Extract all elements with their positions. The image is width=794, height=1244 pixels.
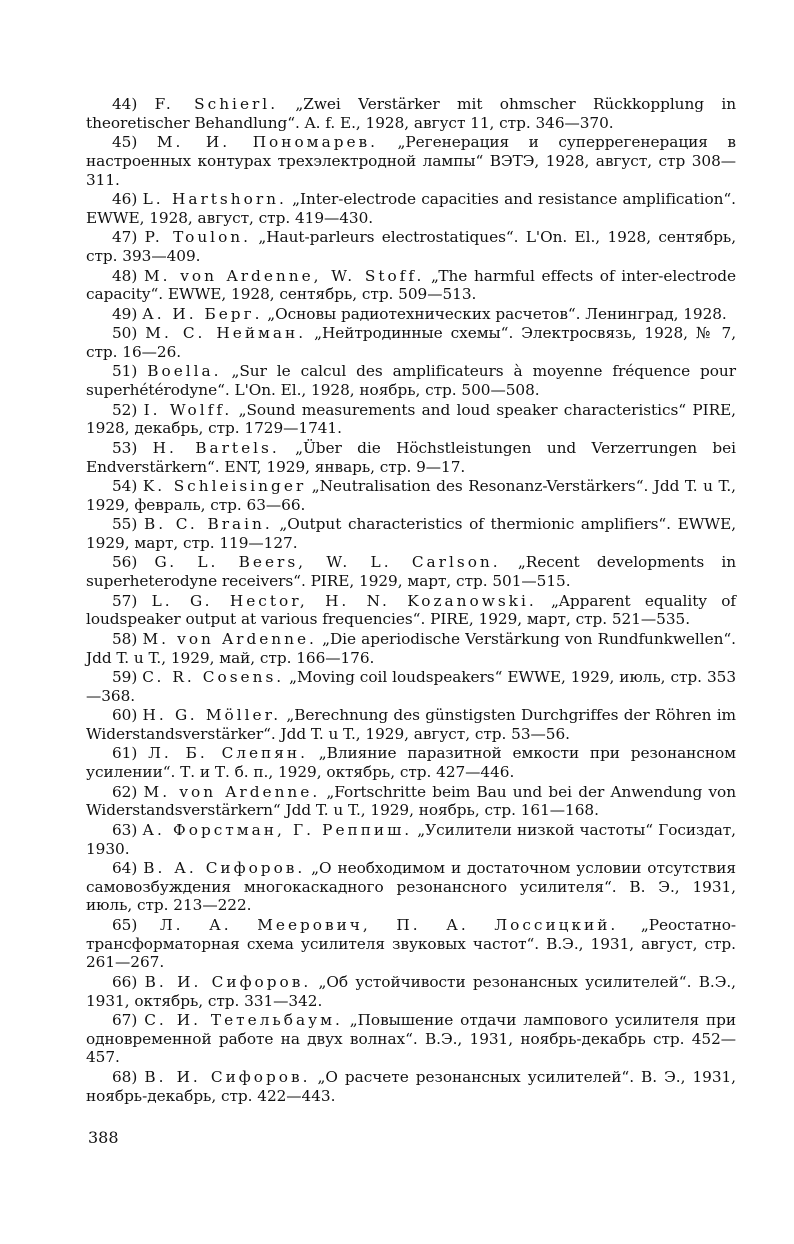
reference-entry <box>86 916 736 972</box>
reference-text: „Sur le calcul des amplificateurs à moyenne fréquence pour superhétérodyne“. L'On. El., 1928, ноябрь, стр. 500—508. <box>86 362 736 400</box>
reference-number: 51) <box>112 362 138 381</box>
reference-author: М. С. Нейман. <box>145 324 307 343</box>
reference-entry <box>86 439 736 476</box>
reference-text: „Über die Höchstleistungen und Verzerrungen bei Endverstärkern“. ENT, 1929, январь, стр. 9—17. <box>86 438 736 476</box>
reference-number: 54) <box>112 477 138 496</box>
reference-author: G. L. Beers, W. L. Carlson. <box>154 553 501 572</box>
reference-text: „Нейтродинные схемы“. Электросвязь, 1928, № 7, стр. 16—26. <box>86 324 737 361</box>
reference-entry <box>86 553 736 590</box>
reference-number: 49) <box>112 304 138 323</box>
reference-number: 46) <box>112 190 138 209</box>
reference-number: 66) <box>112 972 138 991</box>
reference-entry <box>86 190 736 227</box>
reference-entry <box>86 744 736 781</box>
reference-entry <box>86 305 736 324</box>
reference-number: 53) <box>112 438 138 457</box>
reference-entry <box>86 859 736 915</box>
reference-text: „Влияние паразитной емкости при резонансном усилении“. Т. и Т. б. п., 1929, октябрь, стр. 427—446. <box>86 744 737 782</box>
reference-number: 56) <box>112 553 138 572</box>
reference-entry <box>86 401 736 438</box>
reference-entry <box>86 973 736 1010</box>
reference-author: K. Schleisinger <box>142 477 307 496</box>
reference-number: 61) <box>112 744 138 763</box>
reference-number: 60) <box>112 706 138 725</box>
reference-entry <box>86 630 736 667</box>
reference-text: „Об устойчивости резонансных усилителей“. В.Э., 1931, октябрь, стр. 331—342. <box>86 972 736 1010</box>
reference-entry <box>86 706 736 743</box>
reference-text: „Sound measurements and loud speaker characteristics“ PIRE, 1928, декабрь, стр. 1729—1741. <box>86 400 736 438</box>
reference-author: Л. А. Меерович, П. А. Лоссицкий. <box>159 915 619 934</box>
reference-number: 59) <box>112 668 138 687</box>
reference-text: „Output characteristics of thermionic amplifiers“. EWWE, 1929, март, стр. 119—127. <box>86 515 737 552</box>
reference-text: „Inter-electrode capacities and resistance amplification“. EWWE, 1928, август, стр. 419—430. <box>86 190 736 227</box>
reference-text: „Zwei Verstärker mit ohmscher Rückkopplung in theoretischer Behandlung“. A. f. E., 1928, август 11, стр. 346—370. <box>86 95 737 132</box>
reference-author: B. C. Brain. <box>143 515 273 534</box>
reference-author: L. Hartshorn. <box>142 190 287 209</box>
reference-text: „Moving coil loudspeakers“ EWWE, 1929, июль, стр. 353—368. <box>86 668 737 705</box>
reference-author: C. R. Cosens. <box>142 668 285 687</box>
reference-entry <box>86 1068 736 1105</box>
reference-entry <box>86 362 736 399</box>
bibliography-list <box>86 95 736 1106</box>
reference-entry <box>86 783 736 820</box>
reference-number: 63) <box>112 820 138 839</box>
reference-author: P. Toulon. <box>144 228 252 247</box>
reference-number: 45) <box>112 133 138 152</box>
reference-text: „Neutralisation des Resonanz-Verstärkers“. Jdd T. u T., 1929, февраль, стр. 63—66. <box>86 477 736 514</box>
reference-number: 65) <box>112 915 138 934</box>
reference-author: I. Wolff. <box>143 400 233 419</box>
reference-number: 67) <box>112 1011 138 1030</box>
reference-text: „О необходимом и достаточном условии отсутствия самовозбуждения многокаскадного резонансного усилителя“. В. Э., 1931, июль, стр. 213—222. <box>86 859 736 915</box>
reference-author: H. G. Möller. <box>142 706 282 725</box>
reference-entry <box>86 133 736 189</box>
reference-text: „Основы радиотехнических расчетов“. Ленинград, 1928. <box>262 304 727 323</box>
reference-number: 62) <box>112 782 138 801</box>
reference-entry <box>86 324 736 361</box>
reference-author: М. И. Пономарев. <box>156 133 379 152</box>
reference-author: В. И. Сифоров. <box>144 972 312 991</box>
reference-author: L. G. Hector, H. N. Kozanowski. <box>151 591 537 610</box>
reference-entry <box>86 668 736 705</box>
reference-number: 64) <box>112 859 138 878</box>
reference-text: „Recent developments in superheterodyne receivers“. PIRE, 1929, март, стр. 501—515. <box>86 553 736 591</box>
reference-author: В. И. Сифоров. <box>144 1067 311 1086</box>
reference-text: „Berechnung des günstigsten Durchgriffes der Röhren im Widerstandsverstärker“. Jdd T. u T., 1929, август, стр. 53—56. <box>86 706 736 743</box>
reference-number: 58) <box>112 629 138 648</box>
reference-author: H. Bartels. <box>152 438 280 457</box>
reference-author: M. von Ardenne, W. Stoff. <box>143 266 425 285</box>
reference-author: M. von Ardenne. <box>142 629 317 648</box>
reference-entry <box>86 515 736 552</box>
reference-author: С. И. Тетельбаум. <box>144 1011 343 1030</box>
reference-text: „Fortschritte beim Bau und bei der Anwendung von Widerstandsverstärkern“ Jdd T. u T., 1929, ноябрь, стр. 161—168. <box>86 782 737 820</box>
reference-text: „Регенерация и суперрегенерация в настроенных контурах трехэлектродной лампы“ ВЭТЭ, 1928, август, стр 308—311. <box>86 133 736 189</box>
page-number: 388 <box>88 1128 119 1147</box>
reference-entry <box>86 477 736 514</box>
reference-number: 44) <box>112 95 138 113</box>
reference-entry <box>86 267 736 304</box>
reference-author: А. Форстман, Г. Реппиш. <box>142 820 413 839</box>
reference-text: „О расчете резонансных усилителей“. В. Э., 1931, ноябрь-декабрь, стр. 422—443. <box>86 1067 736 1105</box>
reference-entry <box>86 592 736 629</box>
reference-number: 55) <box>112 515 138 534</box>
reference-number: 52) <box>112 400 138 419</box>
reference-entry <box>86 1011 736 1067</box>
reference-author: F. Schierl. <box>154 95 279 113</box>
reference-text: „Apparent equality of loudspeaker output at various frequencies“. PIRE, 1929, март, стр. 521—535. <box>86 591 736 629</box>
reference-text: „Повышение отдачи лампового усилителя при одновременной работе на двух волнах“. В.Э., 1931, ноябрь-декабрь стр. 452—457. <box>86 1011 737 1067</box>
reference-text: „Усилители низкой частоты“ Госиздат, 1930. <box>86 820 736 858</box>
reference-number: 48) <box>112 266 138 285</box>
reference-text: „The harmful effects of inter-electrode capacity“. EWWE, 1928, сентябрь, стр. 509—513. <box>86 266 737 304</box>
reference-author: Л. Б. Слепян. <box>148 744 308 763</box>
reference-entry <box>86 821 736 858</box>
reference-text: „Haut-parleurs electrostatiques“. L'On. El., 1928, сентябрь, стр. 393—409. <box>86 228 737 266</box>
reference-author: M. von Ardenne. <box>143 782 321 801</box>
reference-number: 50) <box>112 324 138 343</box>
reference-number: 47) <box>112 228 138 247</box>
reference-author: Boella. <box>147 362 222 381</box>
reference-text: „Die aperiodische Verstärkung von Rundfunkwellen“. Jdd T. u T., 1929, май, стр. 166—176. <box>86 629 736 667</box>
reference-author: А. И. Берг. <box>142 304 263 323</box>
reference-entry <box>86 228 736 265</box>
reference-number: 68) <box>112 1067 138 1086</box>
reference-entry <box>86 95 736 132</box>
reference-author: В. А. Сифоров. <box>143 859 306 878</box>
reference-text: „Реостатно-трансформаторная схема усилителя звуковых частот“. В.Э., 1931, август, стр. 261—267. <box>86 915 736 972</box>
reference-number: 57) <box>112 591 138 610</box>
